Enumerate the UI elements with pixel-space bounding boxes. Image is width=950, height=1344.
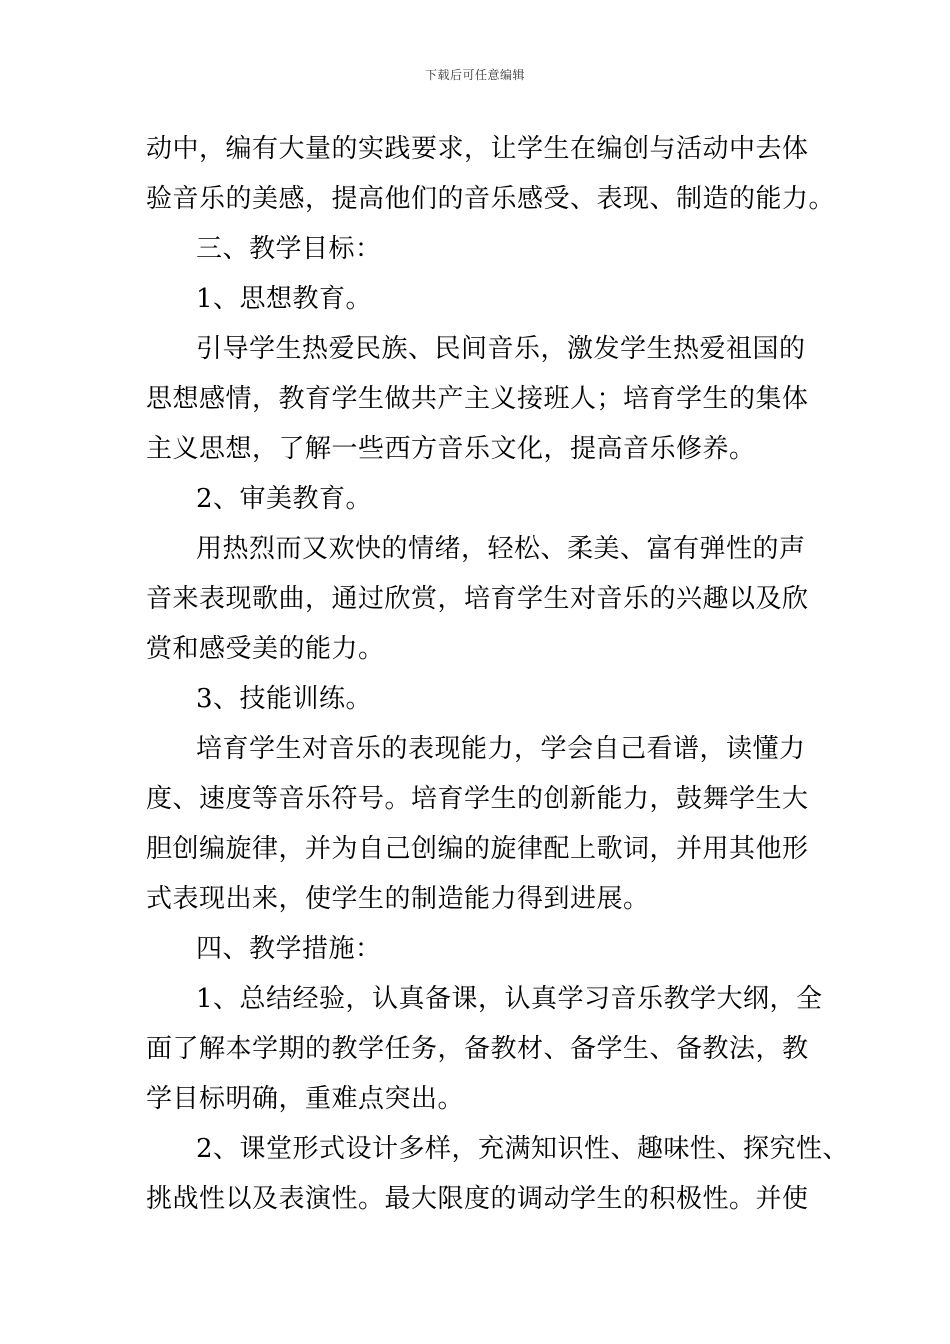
text-line-7: 主义思想，了解一些西方音乐文化，提高音乐修养。 bbox=[146, 434, 756, 464]
text-line-21: 2、课堂形式设计多样，充满知识性、趣味性、探究性、 bbox=[196, 1134, 850, 1164]
document-body bbox=[146, 124, 850, 1224]
text-line-13: 培育学生对音乐的表现能力，学会自己看谱，读懂力 bbox=[196, 734, 806, 764]
text-line-22: 挑战性以及表演性。最大限度的调动学生的积极性。并使 bbox=[146, 1184, 809, 1214]
section-heading-measures: 四、教学措施： bbox=[196, 934, 382, 964]
text-line-5: 引导学生热爱民族、民间音乐，激发学生热爱祖国的 bbox=[196, 334, 806, 364]
section-heading-objectives: 三、教学目标： bbox=[196, 234, 382, 264]
text-line-10: 音来表现歌曲，通过欣赏，培育学生对音乐的兴趣以及欣 bbox=[146, 584, 809, 614]
text-line-6: 思想感情，教育学生做共产主义接班人；培育学生的集体 bbox=[146, 384, 809, 414]
page-header-note: 下载后可任意编辑 bbox=[424, 68, 525, 82]
subheading-ideological-education: 1、思想教育。 bbox=[196, 284, 373, 314]
text-line-19: 面了解本学期的教学任务，备教材、备学生、备教法，教 bbox=[146, 1034, 809, 1064]
text-line-15: 胆创编旋律，并为自己创编的旋律配上歌词，并用其他形 bbox=[146, 834, 809, 864]
text-line-18: 1、总结经验，认真备课，认真学习音乐教学大纲，全 bbox=[196, 984, 823, 1014]
text-line-9: 用热烈而又欢快的情绪，轻松、柔美、富有弹性的声 bbox=[196, 534, 806, 564]
text-line-2: 验音乐的美感，提高他们的音乐感受、表现、制造的能力。 bbox=[146, 184, 836, 214]
text-line-20: 学目标明确，重难点突出。 bbox=[146, 1084, 465, 1114]
text-line-1: 动中，编有大量的实践要求，让学生在编创与活动中去体 bbox=[146, 134, 809, 164]
text-line-11: 赏和感受美的能力。 bbox=[146, 634, 385, 664]
subheading-skill-training: 3、技能训练。 bbox=[196, 684, 373, 714]
subheading-aesthetic-education: 2、审美教育。 bbox=[196, 484, 373, 514]
text-line-14: 度、速度等音乐符号。培育学生的创新能力，鼓舞学生大 bbox=[146, 784, 809, 814]
text-line-16: 式表现出来，使学生的制造能力得到进展。 bbox=[146, 884, 650, 914]
